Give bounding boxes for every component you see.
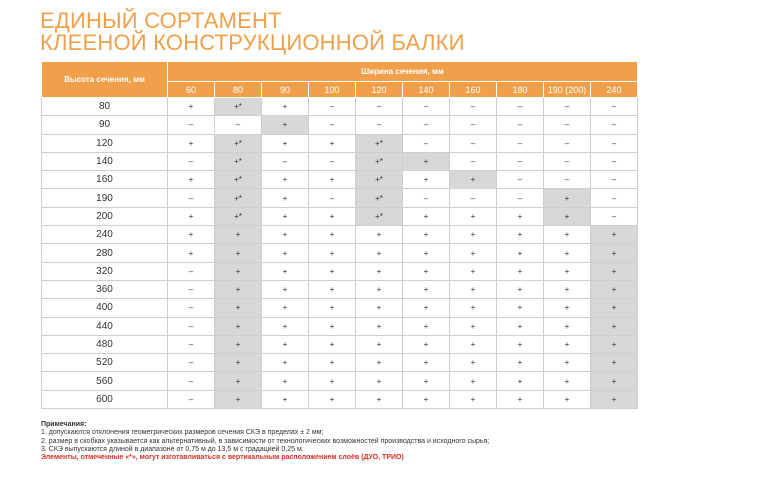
table-cell: – — [544, 134, 591, 152]
row-header: Высота сечения, мм — [42, 62, 168, 98]
note-highlight: Элементы, отмеченные «*», могут изготавливаться с вертикальным расположением слоёв (ДУО, ТРИО) — [41, 454, 404, 462]
table-row — [42, 354, 638, 372]
table-cell: – — [356, 98, 403, 116]
table-cell: +* — [356, 171, 403, 189]
width-header-cell: 180 — [497, 82, 544, 98]
table-cell: +* — [356, 152, 403, 170]
table-row — [42, 189, 638, 207]
note-item: 1. допускаются отклонения геометрических размеров сечения СКЭ в пределах ± 2 мм; — [41, 429, 324, 437]
table-cell: + — [591, 280, 638, 298]
table-row — [42, 317, 638, 335]
table-cell: + — [450, 335, 497, 353]
table-cell: – — [591, 98, 638, 116]
table-cell: + — [450, 317, 497, 335]
table-cell: – — [497, 189, 544, 207]
height-label: 280 — [42, 244, 168, 262]
width-header-cell: 160 — [450, 82, 497, 98]
table-cell: – — [450, 152, 497, 170]
table-cell: + — [262, 280, 309, 298]
table-cell: + — [262, 335, 309, 353]
table-cell: + — [168, 171, 215, 189]
table-body — [42, 98, 638, 409]
table-cell: – — [215, 116, 262, 134]
table-row — [42, 116, 638, 134]
height-label: 600 — [42, 390, 168, 408]
table-cell: – — [591, 189, 638, 207]
table-cell: + — [262, 207, 309, 225]
table-cell: – — [168, 299, 215, 317]
table-cell: – — [168, 152, 215, 170]
table-cell: + — [168, 98, 215, 116]
table-cell: + — [497, 317, 544, 335]
table-cell: + — [544, 299, 591, 317]
table-row — [42, 335, 638, 353]
table-cell: + — [544, 262, 591, 280]
width-header-cell: 140 — [403, 82, 450, 98]
table-cell: – — [497, 116, 544, 134]
table-cell: + — [356, 317, 403, 335]
table-row — [42, 98, 638, 116]
table-cell: – — [497, 134, 544, 152]
col-group-header: Ширина сечения, мм — [168, 62, 638, 82]
table-cell: +* — [356, 207, 403, 225]
table-row — [42, 372, 638, 390]
table-cell: +* — [356, 189, 403, 207]
table-cell: + — [262, 189, 309, 207]
table-row — [42, 226, 638, 244]
table-cell: + — [215, 354, 262, 372]
table-row — [42, 390, 638, 408]
table-cell: + — [403, 244, 450, 262]
table-cell: + — [403, 280, 450, 298]
width-header-cell: 100 — [309, 82, 356, 98]
table-cell: + — [591, 226, 638, 244]
table-cell: + — [591, 390, 638, 408]
table-cell: + — [591, 354, 638, 372]
table-cell: + — [403, 390, 450, 408]
table-row — [42, 207, 638, 225]
table-cell: + — [450, 354, 497, 372]
height-label: 190 — [42, 189, 168, 207]
table-cell: + — [356, 354, 403, 372]
table-cell: + — [309, 207, 356, 225]
table-cell: + — [262, 299, 309, 317]
table-cell: + — [544, 244, 591, 262]
table-cell: + — [450, 390, 497, 408]
table-cell: + — [262, 354, 309, 372]
table-cell: – — [497, 98, 544, 116]
table-cell: – — [309, 116, 356, 134]
table-cell: + — [215, 335, 262, 353]
table-cell: + — [262, 171, 309, 189]
table-cell: + — [215, 280, 262, 298]
title-line-2: КЛЕЕНОЙ КОНСТРУКЦИОННОЙ БАЛКИ — [40, 30, 465, 55]
table-cell: + — [450, 280, 497, 298]
table-cell: + — [262, 244, 309, 262]
table-cell: – — [450, 134, 497, 152]
table-cell: + — [262, 226, 309, 244]
height-label: 520 — [42, 354, 168, 372]
table-cell: + — [403, 299, 450, 317]
width-header-cell: 90 — [262, 82, 309, 98]
table-cell: – — [168, 372, 215, 390]
table-cell: + — [356, 226, 403, 244]
beam-assortment-table — [41, 61, 638, 409]
table-cell: – — [403, 116, 450, 134]
table-cell: – — [591, 207, 638, 225]
table-row — [42, 299, 638, 317]
table-cell: + — [215, 317, 262, 335]
height-label: 140 — [42, 152, 168, 170]
table-cell: – — [544, 116, 591, 134]
table-cell: – — [544, 171, 591, 189]
table-cell: + — [497, 372, 544, 390]
table-cell: – — [497, 152, 544, 170]
table-cell: – — [168, 390, 215, 408]
table-cell: + — [497, 280, 544, 298]
table-cell: – — [591, 152, 638, 170]
table-row — [42, 134, 638, 152]
table-cell: + — [403, 262, 450, 280]
table-cell: + — [544, 372, 591, 390]
table-cell: + — [403, 207, 450, 225]
table-cell: + — [309, 335, 356, 353]
table-cell: + — [497, 207, 544, 225]
table-cell: + — [309, 280, 356, 298]
table-cell: – — [403, 98, 450, 116]
table-cell: – — [309, 189, 356, 207]
width-header-cell: 240 — [591, 82, 638, 98]
table-cell: + — [356, 280, 403, 298]
table-cell: + — [450, 244, 497, 262]
table-cell: – — [168, 335, 215, 353]
table-cell: + — [450, 299, 497, 317]
table-row — [42, 171, 638, 189]
table-cell: – — [450, 116, 497, 134]
table-cell: – — [168, 354, 215, 372]
table-cell: +* — [215, 171, 262, 189]
table-cell: + — [215, 372, 262, 390]
table-cell: + — [497, 262, 544, 280]
table-cell: + — [309, 390, 356, 408]
table-cell: + — [356, 390, 403, 408]
table-cell: + — [309, 171, 356, 189]
table-cell: + — [262, 116, 309, 134]
table-cell: +* — [215, 98, 262, 116]
table-cell: – — [403, 134, 450, 152]
table-cell: + — [262, 390, 309, 408]
table-cell: +* — [356, 134, 403, 152]
table-cell: + — [544, 189, 591, 207]
notes-title: Примечания: — [41, 421, 87, 428]
table-cell: + — [591, 372, 638, 390]
table-cell: + — [356, 299, 403, 317]
table-cell: – — [168, 262, 215, 280]
table-cell: – — [497, 171, 544, 189]
table-cell: + — [262, 98, 309, 116]
table-cell: + — [403, 372, 450, 390]
table-cell: + — [544, 335, 591, 353]
table-cell: + — [215, 244, 262, 262]
height-label: 90 — [42, 116, 168, 134]
table-cell: – — [309, 98, 356, 116]
table-cell: + — [544, 280, 591, 298]
table-cell: + — [309, 372, 356, 390]
table-cell: + — [450, 262, 497, 280]
table-cell: + — [591, 299, 638, 317]
table-cell: + — [544, 354, 591, 372]
table-cell: +* — [215, 207, 262, 225]
note-item: 2. размер в скобках указывается как альтернативный, в зависимости от технологических возможностей производства и исходного сырья; — [41, 437, 490, 445]
title-line-1: ЕДИНЫЙ СОРТАМЕНТ — [40, 8, 282, 33]
height-label: 400 — [42, 299, 168, 317]
table-cell: + — [544, 226, 591, 244]
table-cell: + — [497, 244, 544, 262]
table-cell: – — [262, 152, 309, 170]
height-label: 240 — [42, 226, 168, 244]
table-cell: + — [450, 372, 497, 390]
table-cell: + — [215, 226, 262, 244]
table-cell: – — [591, 116, 638, 134]
height-label: 480 — [42, 335, 168, 353]
table-cell: + — [168, 226, 215, 244]
table-cell: – — [309, 152, 356, 170]
table-cell: – — [356, 116, 403, 134]
width-header-cell: 190 (200) — [544, 82, 591, 98]
table-cell: + — [497, 335, 544, 353]
width-header-cell: 80 — [215, 82, 262, 98]
table-cell: + — [309, 317, 356, 335]
table-cell: + — [356, 262, 403, 280]
table-cell: – — [168, 280, 215, 298]
table-cell: + — [309, 299, 356, 317]
table-cell: – — [591, 134, 638, 152]
table-cell: – — [168, 189, 215, 207]
table-row — [42, 280, 638, 298]
table-cell: – — [168, 317, 215, 335]
table-cell: – — [544, 152, 591, 170]
table-cell: + — [591, 317, 638, 335]
table-cell: + — [544, 390, 591, 408]
table-cell: + — [215, 262, 262, 280]
table-cell: + — [356, 244, 403, 262]
table-cell: + — [403, 317, 450, 335]
table-cell: + — [497, 299, 544, 317]
note-item: 3. СКЭ выпускаются длиной в диапазоне от 0,75 м до 13,5 м с градацией 0,25 м. — [41, 445, 304, 453]
table-cell: + — [309, 226, 356, 244]
table-cell: + — [168, 207, 215, 225]
table-cell: + — [497, 354, 544, 372]
notes — [41, 421, 489, 462]
table-cell: + — [403, 335, 450, 353]
table-cell: + — [591, 262, 638, 280]
table-row — [42, 262, 638, 280]
table-cell: + — [309, 262, 356, 280]
table-cell: + — [262, 262, 309, 280]
height-label: 200 — [42, 207, 168, 225]
width-header-cell: 60 — [168, 82, 215, 98]
table-cell: + — [403, 354, 450, 372]
table-cell: + — [450, 226, 497, 244]
table-cell: + — [497, 390, 544, 408]
height-label: 320 — [42, 262, 168, 280]
table-cell: + — [450, 171, 497, 189]
table-cell: – — [168, 116, 215, 134]
height-label: 360 — [42, 280, 168, 298]
table-cell: + — [262, 372, 309, 390]
height-label: 80 — [42, 98, 168, 116]
table-cell: + — [309, 354, 356, 372]
table-cell: + — [356, 335, 403, 353]
table-cell: – — [544, 98, 591, 116]
height-label: 440 — [42, 317, 168, 335]
table-cell: + — [403, 171, 450, 189]
table-cell: +* — [215, 152, 262, 170]
table-cell: +* — [215, 189, 262, 207]
table-cell: + — [497, 226, 544, 244]
table-cell: + — [591, 244, 638, 262]
table-cell: + — [309, 134, 356, 152]
table-cell: + — [591, 335, 638, 353]
height-label: 560 — [42, 372, 168, 390]
table-cell: + — [450, 207, 497, 225]
table-cell: + — [403, 152, 450, 170]
table-cell: – — [450, 98, 497, 116]
table-cell: – — [450, 189, 497, 207]
table-row — [42, 244, 638, 262]
page-title — [40, 10, 465, 54]
table-cell: + — [215, 299, 262, 317]
width-header-cell: 120 — [356, 82, 403, 98]
table-cell: + — [262, 317, 309, 335]
table-cell: + — [309, 244, 356, 262]
table-cell: + — [168, 134, 215, 152]
table-cell: + — [544, 317, 591, 335]
table-cell: + — [403, 226, 450, 244]
table-cell: – — [591, 171, 638, 189]
table-cell: + — [356, 372, 403, 390]
table-cell: – — [403, 189, 450, 207]
table-cell: + — [262, 134, 309, 152]
table-cell: + — [168, 244, 215, 262]
height-label: 160 — [42, 171, 168, 189]
table-cell: + — [544, 207, 591, 225]
table-cell: + — [215, 390, 262, 408]
height-label: 120 — [42, 134, 168, 152]
table-cell: +* — [215, 134, 262, 152]
table-row — [42, 152, 638, 170]
